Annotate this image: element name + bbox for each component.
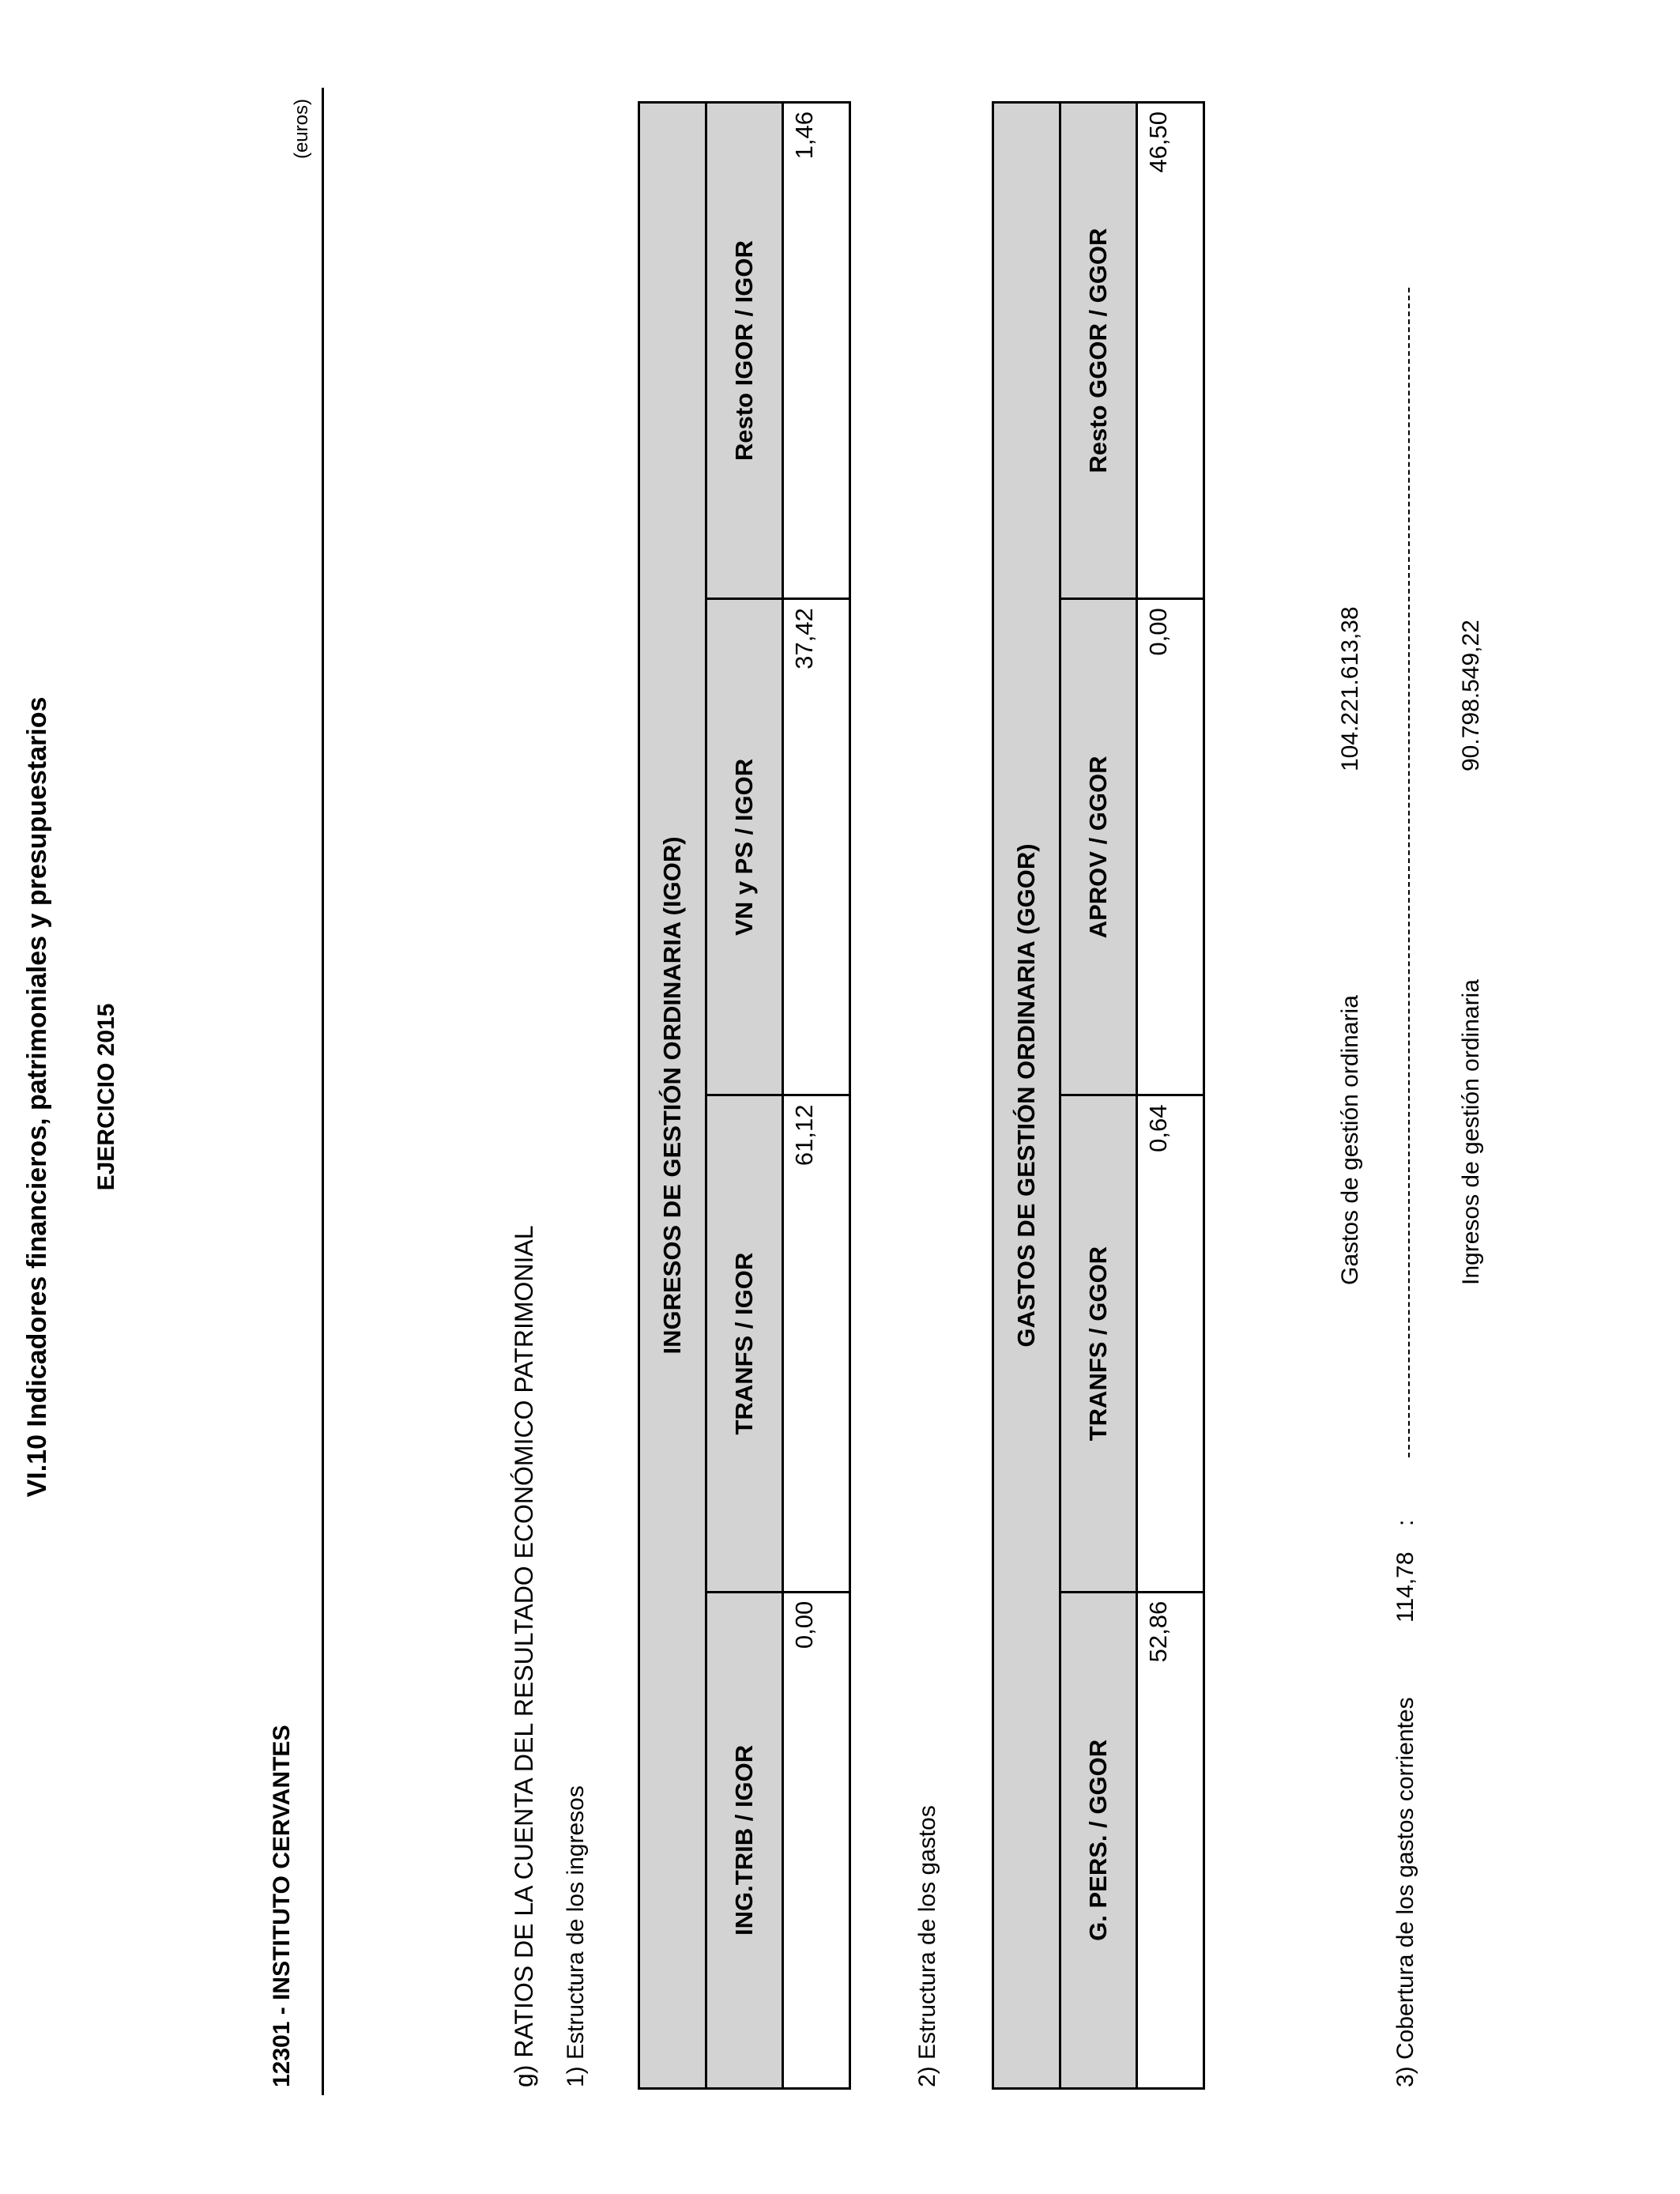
header-rule [322,88,324,2095]
ingresos-label: 1) Estructura de los ingresos [563,1785,589,2087]
denominator-value: 90.798.549,22 [1458,620,1484,771]
ratio-value: 46,50 [1137,103,1204,599]
ratio-value: 37,42 [783,599,850,1095]
column-header: ING.TRIB / IGOR [706,1592,783,2088]
fraction-line [1408,288,1410,1457]
ratio-value: 0,00 [1137,599,1204,1095]
cobertura-label: 3) Cobertura de los gastos corrientes [1392,1697,1418,2087]
numerator-label: Gastos de gestión ordinaria [1337,995,1363,1285]
cobertura-value: 114,78 [1392,1551,1418,1623]
denominator-label: Ingresos de gestión ordinaria [1458,979,1484,1285]
ratio-value: 61,12 [783,1095,850,1592]
column-header: VN y PS / IGOR [706,599,783,1095]
report-title: VI.10 Indicadores financieros, patrimoniales y presupuestarios [22,696,52,1498]
units-label: (euros) [291,99,312,160]
ratio-value: 0,00 [783,1592,850,2088]
ingresos-table [638,101,851,2090]
column-header: Resto GGOR / GGOR [1060,103,1137,599]
ingresos-group-header: INGRESOS DE GESTIÓN ORDINARIA (IGOR) [639,103,706,2089]
ratio-value: 0,64 [1137,1095,1204,1592]
gastos-group-header: GASTOS DE GESTIÓN ORDINARIA (GGOR) [993,103,1060,2089]
ratio-value: 1,46 [783,103,850,599]
column-header: Resto IGOR / IGOR [706,103,783,599]
column-header: G. PERS. / GGOR [1060,1592,1137,2088]
cobertura-colon: : [1392,1519,1418,1526]
gastos-label: 2) Estructura de los gastos [914,1805,940,2087]
column-header: APROV / GGOR [1060,599,1137,1095]
gastos-table [992,101,1205,2090]
fiscal-year: EJERCICIO 2015 [93,1003,119,1191]
column-header: TRANFS / IGOR [706,1095,783,1592]
entity-name: 12301 - INSTITUTO CERVANTES [269,1725,295,2087]
numerator-value: 104.221.613,38 [1337,606,1363,771]
section-title: g) RATIOS DE LA CUENTA DEL RESULTADO ECONÓMICO PATRIMONIAL [510,1225,538,2087]
ratio-value: 52,86 [1137,1592,1204,2088]
column-header: TRANFS / GGOR [1060,1095,1137,1592]
